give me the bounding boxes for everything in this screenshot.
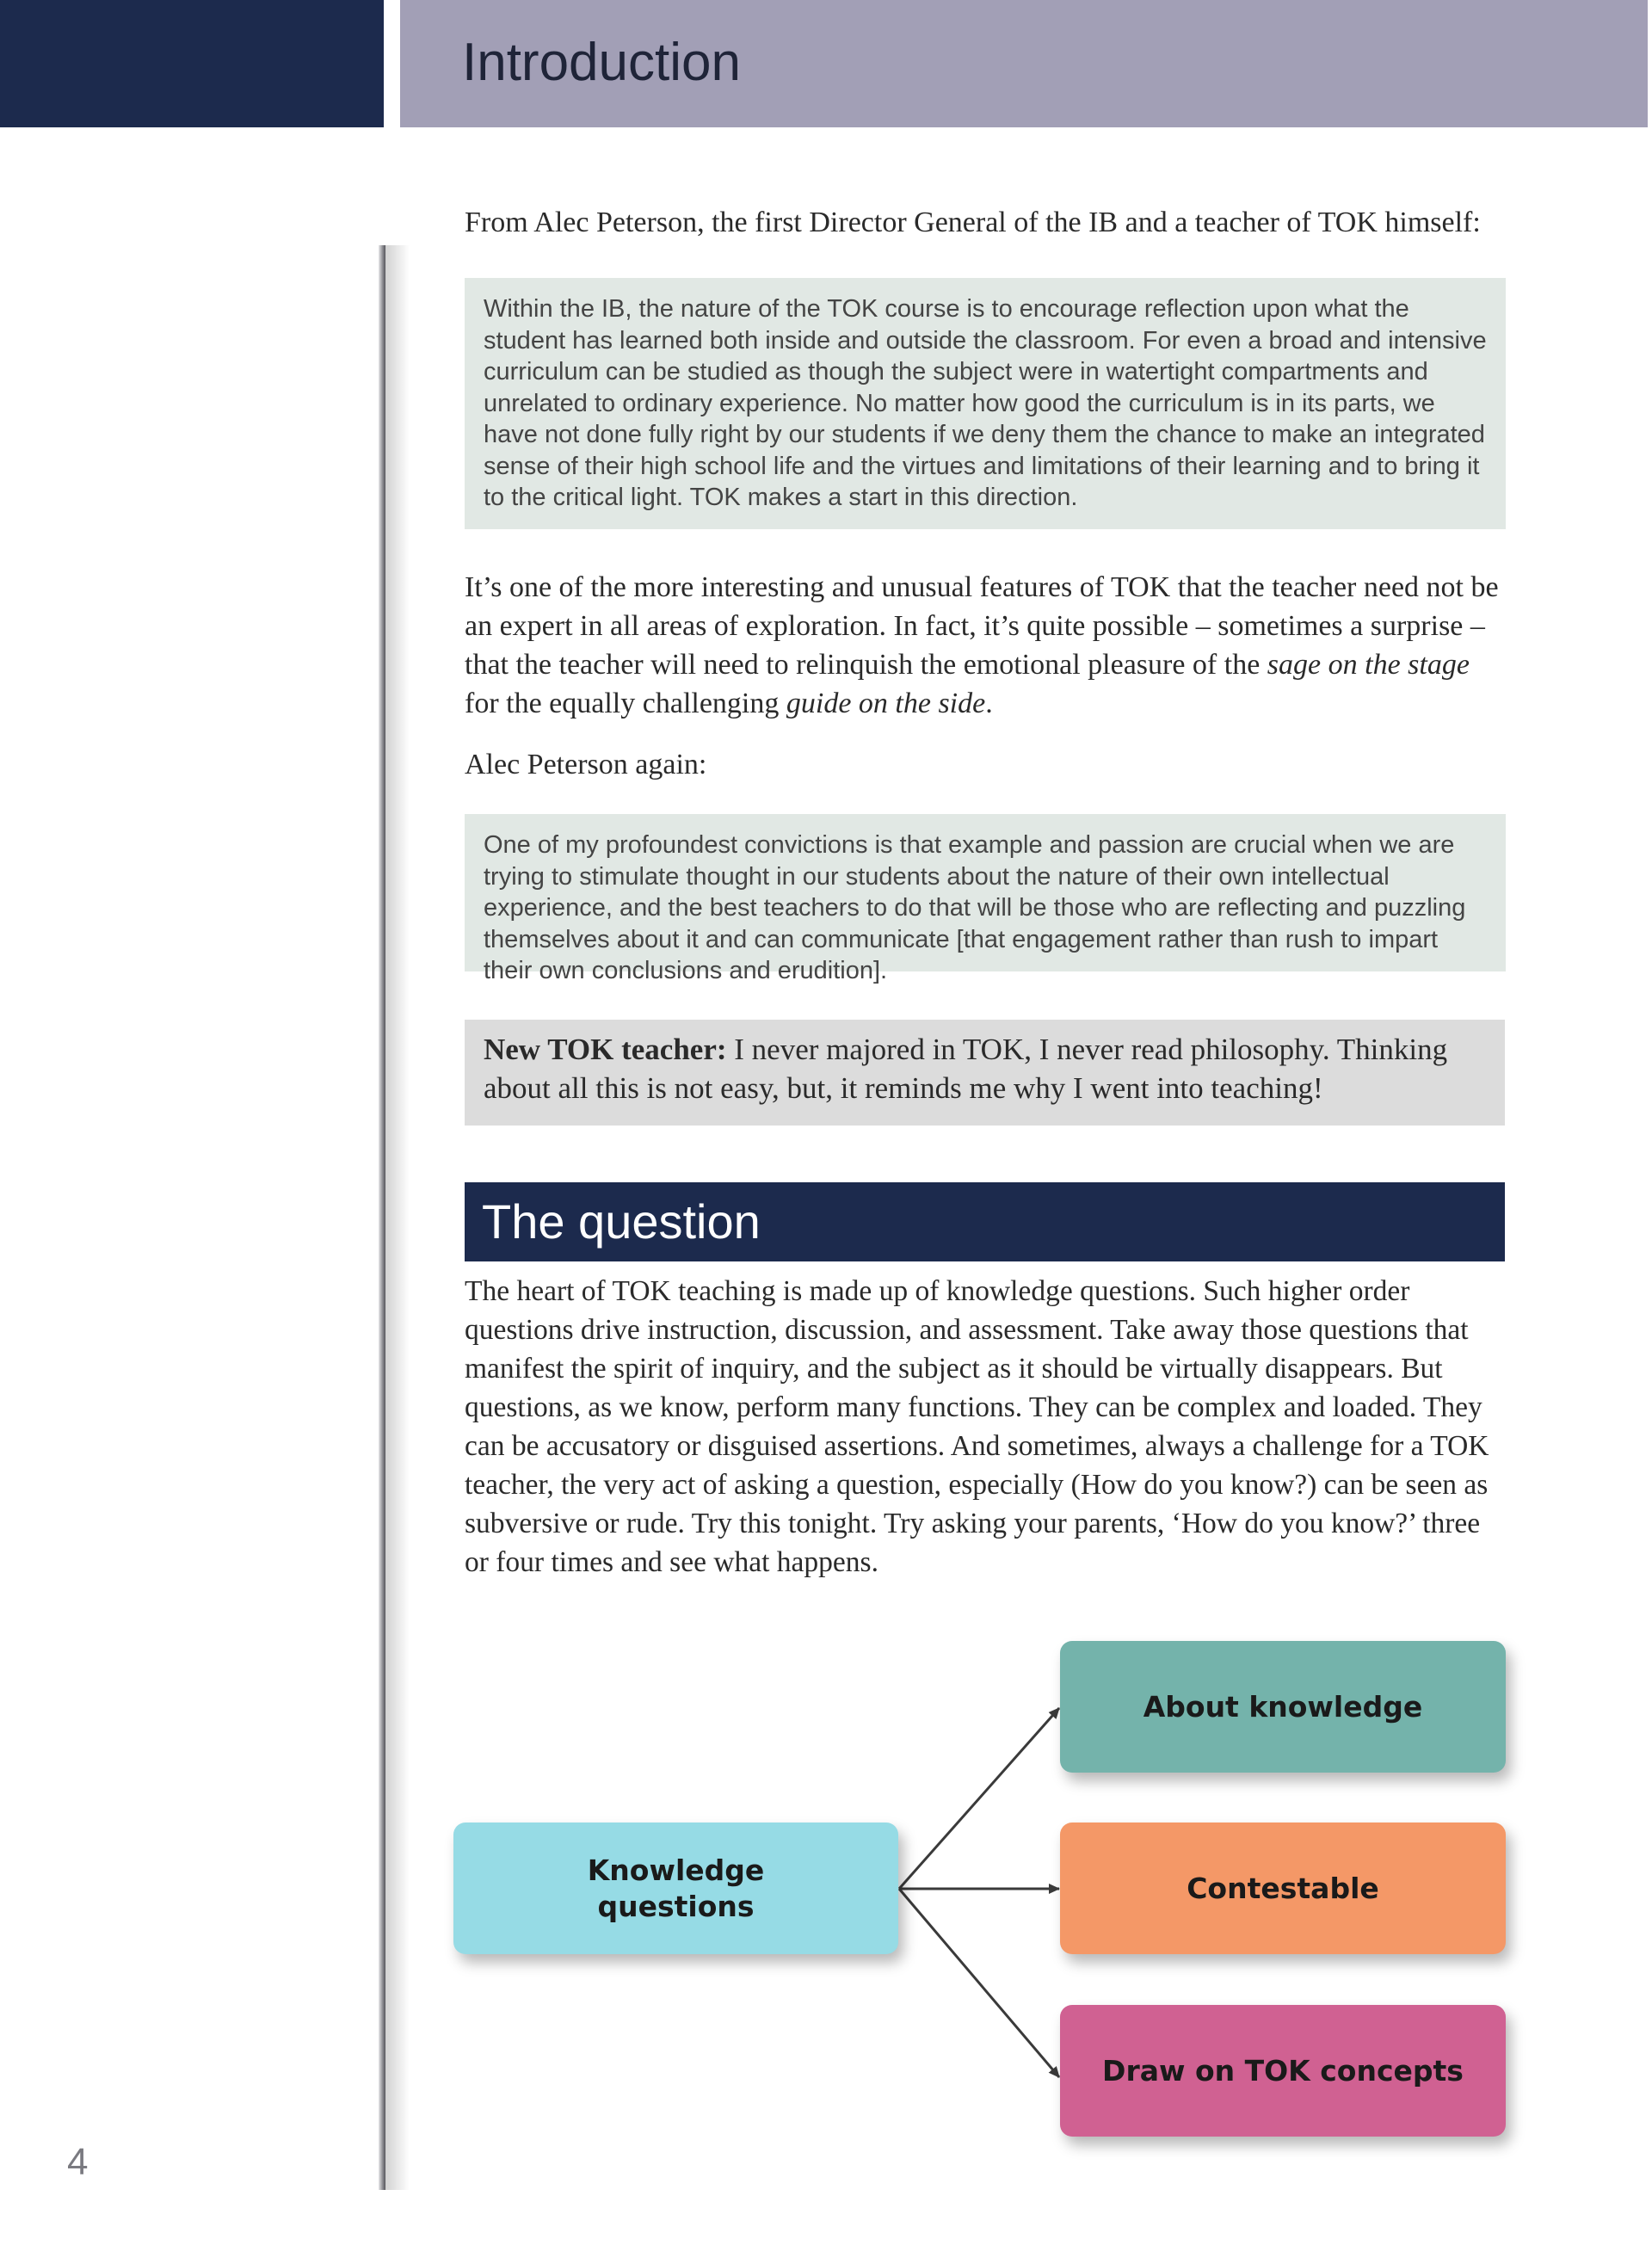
arrow-to-tok-concepts bbox=[899, 1889, 1059, 2077]
node-label-line: Knowledge bbox=[587, 1853, 765, 1887]
paragraph-italic-phrase: sage on the stage bbox=[1267, 649, 1470, 681]
paragraph-text-part: It’s one of the more interesting and unusual features of TOK that the teacher need not be an expert in all areas of exploration. In fact, it’s quite possible – sometimes a surprise – that the teacher will need to relinquish the emotional pleasure of the bbox=[465, 571, 1499, 681]
node-contestable bbox=[1060, 1823, 1506, 1954]
node-label-line: questions bbox=[597, 1889, 755, 1923]
page-title: Introduction bbox=[462, 33, 741, 92]
node-label: Draw on TOK concepts bbox=[1102, 2053, 1464, 2088]
quote-2-text: One of my profoundest convictions is that example and passion are crucial when we are trying to stimulate thought in our students about the nature of their own intellectual experience, and the best teachers to do that will be those who are reflecting and puzzling themselves about it and can communicate [that engagement rather than rush to impart their own conclusions and erudition]. bbox=[484, 831, 1466, 984]
paragraph-text-part: . bbox=[985, 688, 993, 719]
header-dark-block bbox=[0, 0, 384, 127]
callout-text: I never majored in TOK, I never read philosophy. Thinking about all this is not easy, but, it reminds me why I went into teaching! bbox=[484, 1033, 1448, 1105]
section-title: The question bbox=[482, 1194, 761, 1249]
teacher-callout bbox=[465, 1020, 1505, 1126]
quote-block-1 bbox=[465, 278, 1506, 529]
node-label: About knowledge bbox=[1143, 1689, 1423, 1724]
quote-block-2 bbox=[465, 814, 1506, 984]
quote-1-text: Within the IB, the nature of the TOK course is to encourage reflection upon what the student has learned both inside and outside the classroom. For even a broad and intensive curriculum can be studied as though the subject were in watertight compartments and unrelated to ordinary experience. No matter how good the curriculum is in its parts, we have not done fully right by our students if we deny them the chance to make an integrated sense of their high school life and the virtues and limitations of their learning and to bring it to the critical light. TOK makes a start in this direction. bbox=[484, 295, 1487, 511]
page-number: 4 bbox=[67, 2141, 89, 2183]
node-draw-on-tok-concepts bbox=[1060, 2005, 1506, 2137]
callout-label: New TOK teacher: bbox=[484, 1033, 727, 1066]
paragraph-italic-phrase: guide on the side bbox=[786, 688, 986, 719]
section-header-bar bbox=[465, 1182, 1505, 1261]
paragraph-alec-again: Alec Peterson again: bbox=[465, 749, 707, 780]
node-label: Contestable bbox=[1187, 1871, 1379, 1905]
node-knowledge-questions bbox=[453, 1823, 898, 1954]
node-about-knowledge bbox=[1060, 1641, 1506, 1773]
page-gutter bbox=[379, 245, 385, 2190]
intro-paragraph: From Alec Peterson, the first Director General of the IB and a teacher of TOK himself: bbox=[465, 207, 1481, 238]
page-gutter-shadow bbox=[385, 245, 410, 2190]
paragraph-text-part: for the equally challenging bbox=[465, 688, 786, 719]
arrow-to-about-knowledge bbox=[899, 1708, 1059, 1889]
paragraph-sage-on-stage bbox=[465, 568, 1506, 723]
section-paragraph: The heart of TOK teaching is made up of knowledge questions. Such higher order questions drive instruction, discussion, and assessment. Take away those questions that manifest the spirit of inquiry, and the subject as it should be virtually disappears. But questions, as we know, perform many functions. They can be complex and loaded. They can be accusatory or disguised assertions. And sometimes, always a challenge for a TOK teacher, the very act of asking a question, especially (How do you know?) can be seen as subversive or rude. Try this tonight. Try asking your parents, ‘How do you know?’ three or four times and see what happens. bbox=[465, 1275, 1489, 1578]
